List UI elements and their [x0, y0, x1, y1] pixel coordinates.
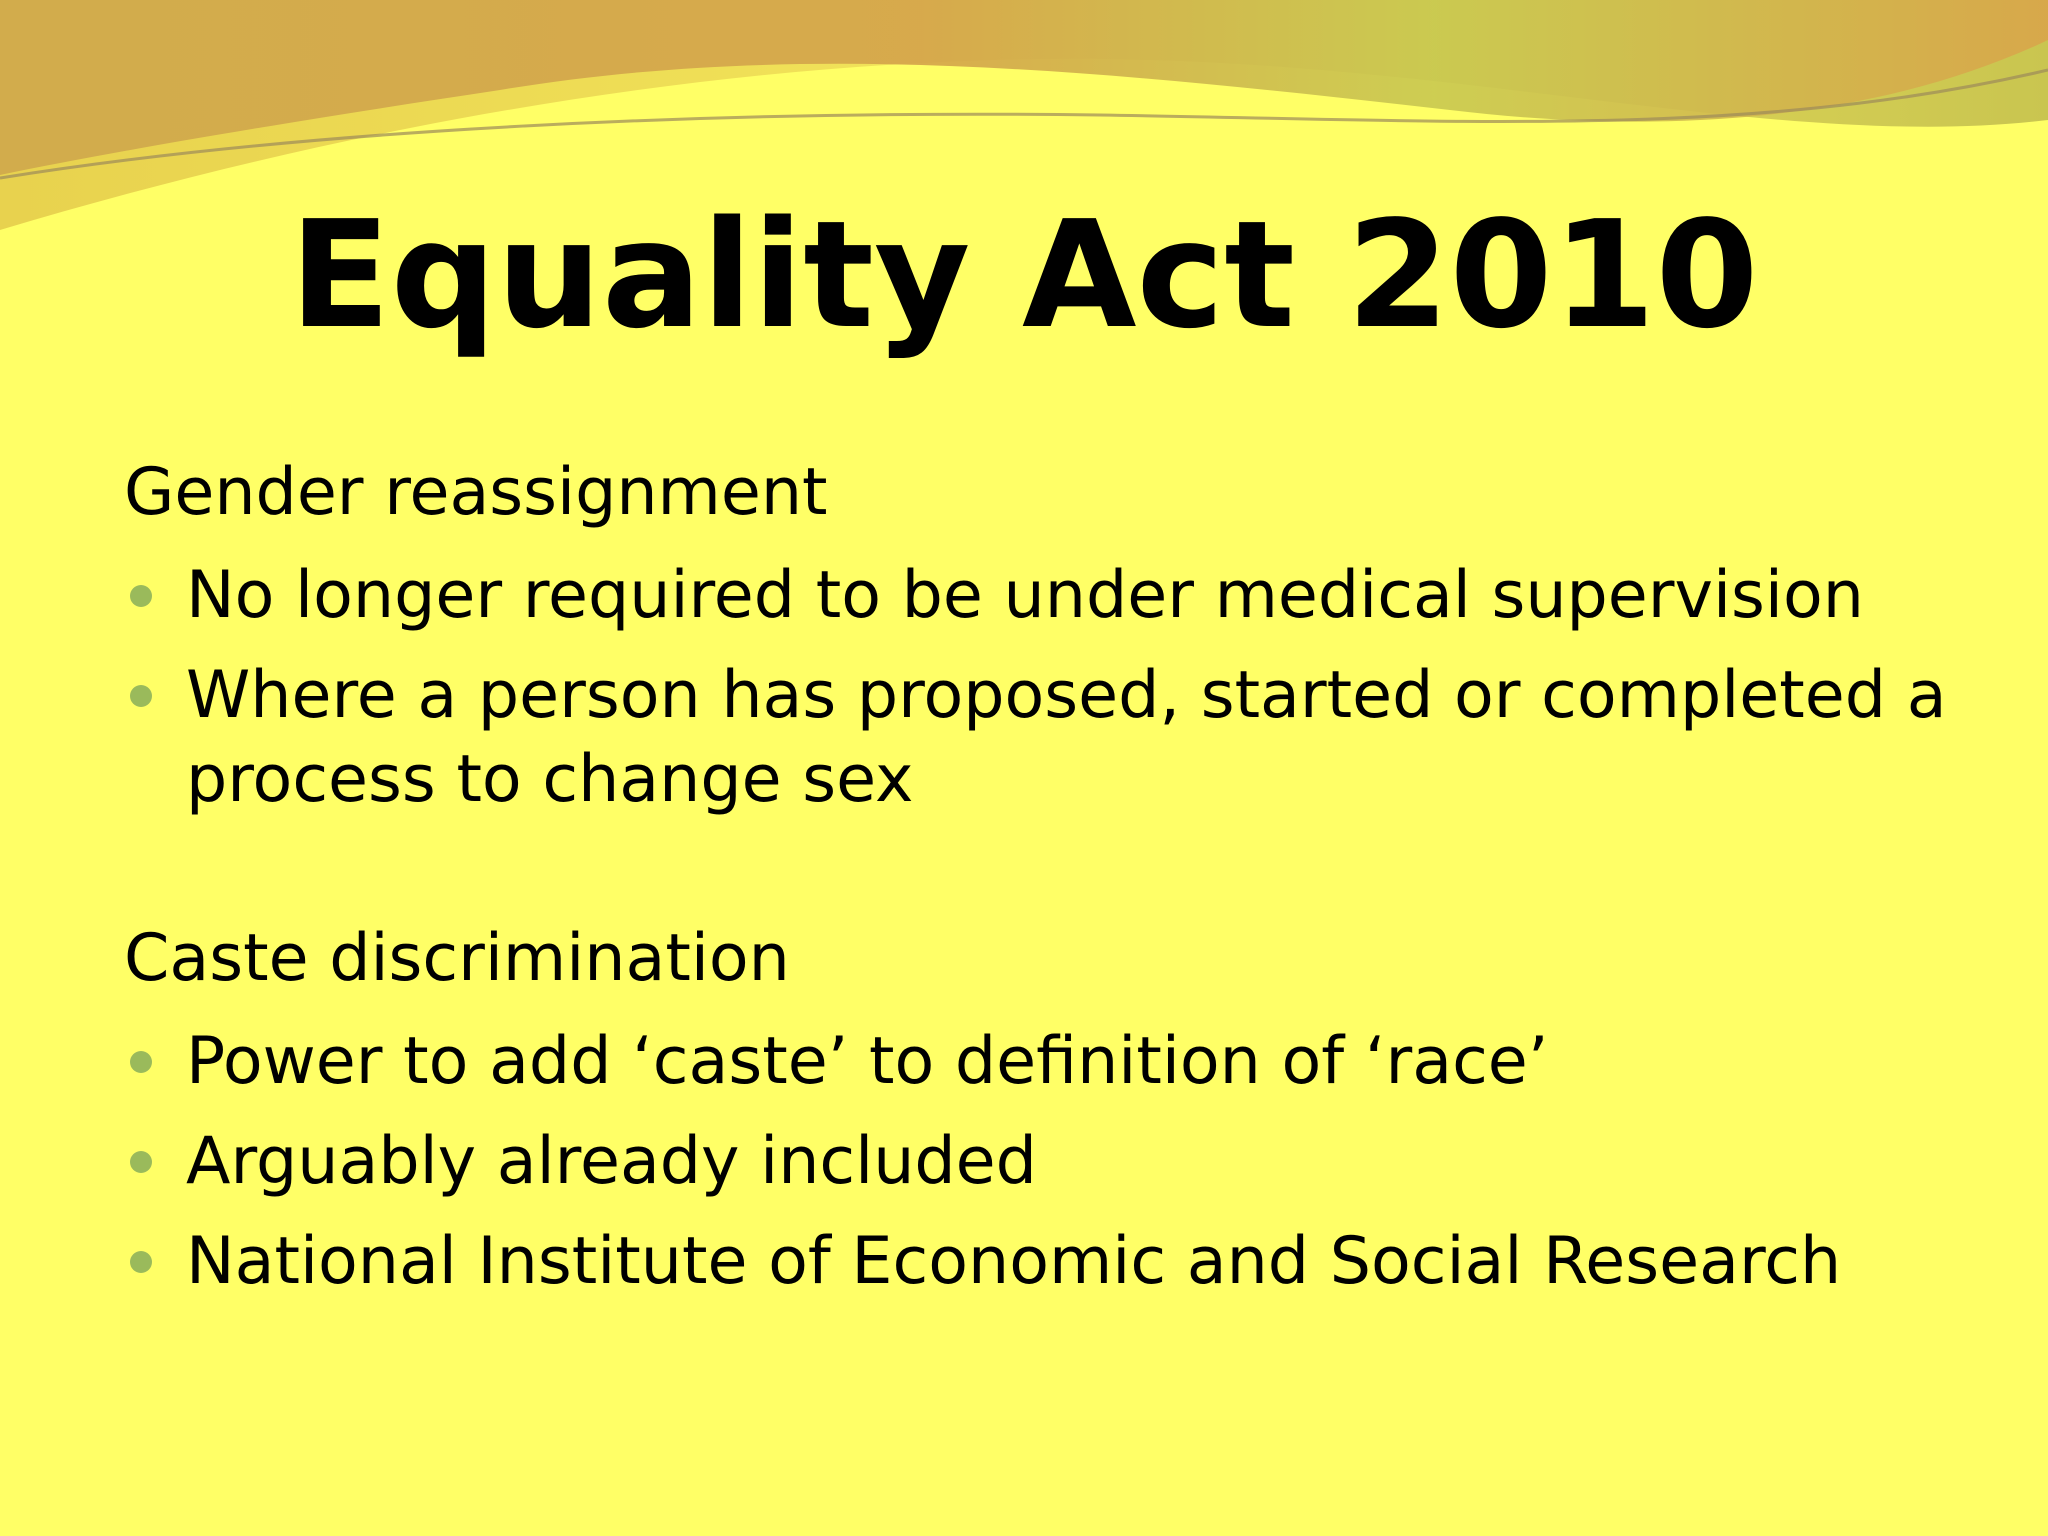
bullet-dot-icon	[130, 1251, 152, 1273]
bullet-dot-icon	[130, 1151, 152, 1173]
slide-body	[124, 448, 1974, 1304]
section-heading: Gender reassignment	[124, 455, 828, 530]
bullet-list	[124, 1020, 1974, 1304]
list-item-text: Power to add ‘caste’ to definition of ‘race’	[186, 1024, 1549, 1099]
list-item-text: Where a person has proposed, started or completed a process to change sex	[186, 658, 1947, 817]
bullet-dot-icon	[130, 585, 152, 607]
list-item-text: National Institute of Economic and Social Research	[186, 1224, 1842, 1299]
bullet-dot-icon	[130, 1051, 152, 1073]
list-item	[124, 1020, 1974, 1104]
list-item	[124, 1220, 1974, 1304]
section-spacer	[124, 822, 1974, 914]
section-heading: Caste discrimination	[124, 921, 790, 996]
section-gender-reassignment	[124, 448, 1974, 822]
list-item-text: No longer required to be under medical supervision	[186, 558, 1864, 633]
bullet-list	[124, 554, 1974, 822]
list-item	[124, 554, 1974, 638]
list-item-text: Arguably already included	[186, 1124, 1037, 1199]
bullet-dot-icon	[130, 685, 152, 707]
list-item	[124, 1120, 1974, 1204]
slide-title: Equality Act 2010	[289, 189, 1759, 361]
list-item	[124, 654, 1974, 822]
section-caste-discrimination	[124, 914, 1974, 1304]
